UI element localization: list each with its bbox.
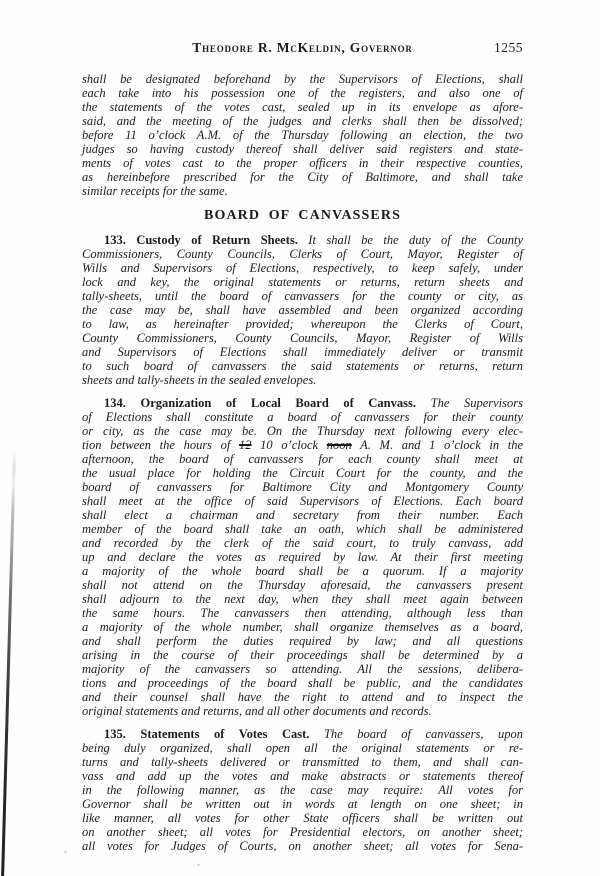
text-line: of Elections shall constitute a board of canvassers for their county bbox=[82, 410, 523, 424]
text-line: the case may be, shall have assembled and been organized according bbox=[82, 303, 523, 317]
text-line: County Commissioners, County Councils, Mayor, Register of Wills bbox=[82, 331, 523, 345]
page-number: 1255 bbox=[494, 40, 523, 55]
text-line: vass and add up the votes and make abstracts or statements thereof bbox=[82, 769, 523, 783]
text-line: arising in the course of their proceedings shall be determined by a bbox=[82, 648, 523, 662]
text-line: shall be designated beforehand by the Supervisors of Elections, shall bbox=[82, 72, 523, 86]
text-line: said, and the meeting of the judges and clerks shall then be dissolved; bbox=[82, 114, 523, 128]
text-line: lock and key, the original statements or returns, return sheets and bbox=[82, 275, 523, 289]
scan-speck bbox=[64, 851, 67, 853]
text-line: to such board of canvassers the said statements or returns, return bbox=[82, 359, 523, 373]
text-line: and Supervisors of Elections shall immediately deliver or transmit bbox=[82, 345, 523, 359]
scan-speck bbox=[197, 864, 200, 866]
text-line: tion between the hours of 12 10 o’clock noon A. M. and 1 o’clock in the bbox=[82, 438, 524, 452]
text-line: the statements of the votes cast, sealed up in its envelope as afore- bbox=[82, 100, 523, 114]
text-line: tions and proceedings of the board shall be public, and the candidates bbox=[82, 676, 523, 690]
text-line: a majority of the whole board shall be a quorum. If a majority bbox=[82, 564, 523, 578]
page-header bbox=[82, 40, 523, 56]
section-133-custody-of-return-sheets bbox=[82, 233, 523, 387]
text-line: member of the board shall take an oath, which shall be administered bbox=[82, 522, 523, 536]
text-line: 135. Statements of Votes Cast. The board of canvassers, upon bbox=[104, 727, 523, 741]
text-line: being duly organized, shall open all the original statements or re- bbox=[82, 741, 523, 755]
text-line: afternoon, the board of canvassers for each county shall meet at bbox=[82, 452, 523, 466]
scan-artifact-line bbox=[1, 450, 16, 876]
text-line: on another sheet; all votes for Presidential electors, on another sheet; bbox=[82, 825, 523, 839]
text-line: 134. Organization of Local Board of Canvass. The Supervisors bbox=[104, 396, 524, 410]
text-line: shall not attend on the Thursday aforesaid, the canvassers present bbox=[82, 578, 523, 592]
text-line: shall meet at the office of said Supervisors of Elections. Each board bbox=[82, 494, 523, 508]
text-line: all votes for Judges of Courts, on another sheet; all votes for Sena- bbox=[82, 839, 523, 853]
text-line: to law, as hereinafter provided; whereupon the Clerks of Court, bbox=[82, 317, 523, 331]
text-line: each take into his possession one of the registers, and also one of bbox=[82, 86, 523, 100]
section-135-statements-of-votes-cast bbox=[82, 727, 523, 853]
text-line: Governor shall be written out in words at length on one sheet; in bbox=[82, 797, 523, 811]
text-line: in the following manner, as the case may require: All votes for bbox=[82, 783, 523, 797]
text-line: or city, as the case may be. On the Thursday next following every elec- bbox=[82, 424, 523, 438]
text-line: board of canvassers for Baltimore City and Montgomery County bbox=[82, 480, 523, 494]
text-line: Commissioners, County Councils, Clerks of Court, Mayor, Register of bbox=[82, 247, 523, 261]
text-line: shall elect a chairman and secretary from their number. Each bbox=[82, 508, 523, 522]
text-line: Wills and Supervisors of Elections, respectively, to keep safely, under bbox=[82, 261, 523, 275]
text-line: sheets and tally-sheets in the sealed envelopes. bbox=[82, 373, 317, 387]
text-line: before 11 o’clock A.M. of the Thursday following an election, the two bbox=[82, 128, 523, 142]
text-line: ments of votes cast to the proper officers in their respective counties, bbox=[82, 156, 523, 170]
text-line: 133. Custody of Return Sheets. It shall be the duty of the County bbox=[104, 233, 523, 247]
text-line: similar receipts for the same. bbox=[82, 184, 228, 198]
text-line: and their counsel shall have the right to attend and to inspect the bbox=[82, 690, 523, 704]
text-line: turns and tally-sheets delivered or transmitted to them, and shall can- bbox=[82, 755, 523, 769]
text-line: up and declare the votes as required by law. At their first meeting bbox=[82, 550, 523, 564]
running-title: Theodore R. McKeldin, Governor bbox=[192, 40, 413, 55]
text-line: the same hours. The canvassers then attending, although less than bbox=[82, 606, 523, 620]
text-line: judges so having custody thereof shall deliver said registers and state- bbox=[82, 142, 523, 156]
text-line: the usual place for holding the Circuit Court for the county, and the bbox=[82, 466, 523, 480]
text-line: tally-sheets, until the board of canvassers for the county or city, as bbox=[82, 289, 523, 303]
text-line: and shall perform the duties required by law; and all questions bbox=[82, 634, 523, 648]
board-of-canvassers-heading: BOARD OF CANVASSERS bbox=[204, 208, 401, 223]
intro-paragraph bbox=[82, 72, 523, 198]
text-line: like manner, all votes for other State officers shall be written out bbox=[82, 811, 523, 825]
text-line: as hereinbefore prescribed for the City of Baltimore, and shall take bbox=[82, 170, 523, 184]
text-line: a majority of the whole number, shall organize themselves as a board, bbox=[82, 620, 523, 634]
text-line: majority of the canvassers so attending. All the sessions, delibera- bbox=[82, 662, 523, 676]
text-line: original statements and returns, and all other documents and records. bbox=[82, 704, 432, 718]
text-column bbox=[82, 40, 523, 853]
text-line: and recorded by the clerk of the said court, to truly canvass, add bbox=[82, 536, 523, 550]
text-line: shall adjourn to the next day, when they shall meet again between bbox=[82, 592, 523, 606]
section-134-organization-of-local-board-of-canvass bbox=[82, 396, 523, 718]
